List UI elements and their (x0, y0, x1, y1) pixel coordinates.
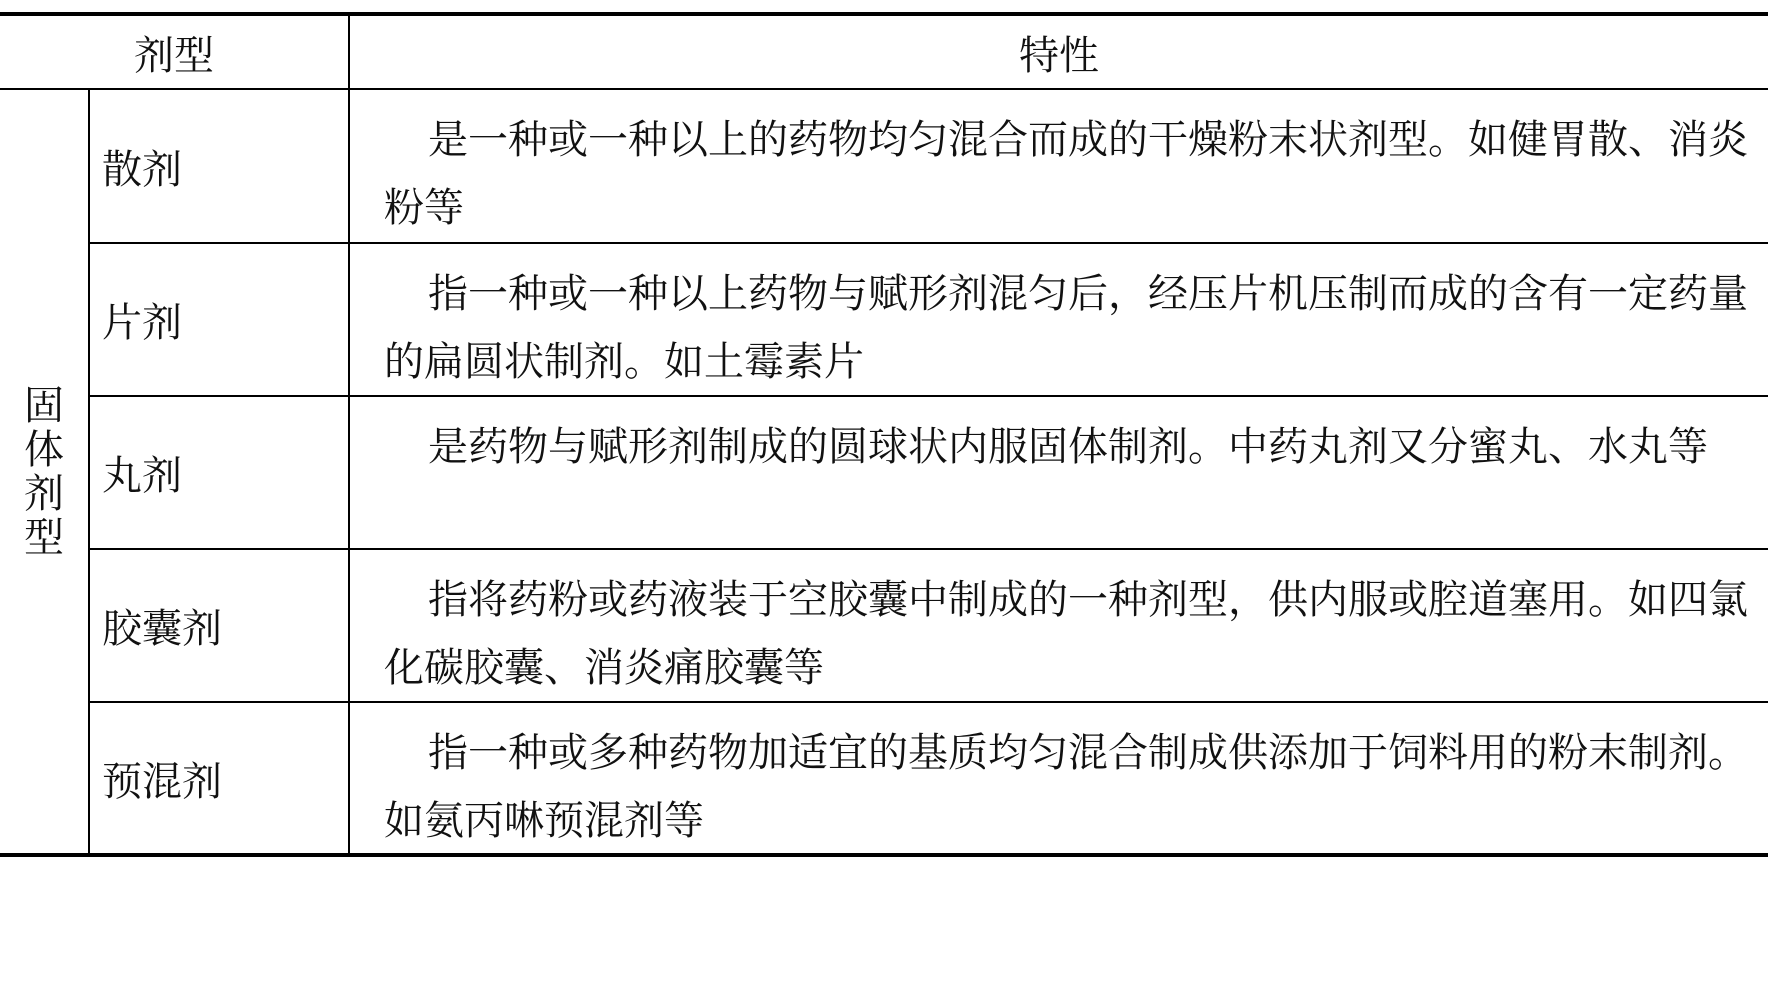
group-label: 固 体 剂 型 (24, 382, 64, 561)
dosage-form-table: 剂型 特性 固 体 剂 型 散剂 是一种或一种以上的药物均匀混合而成的干燥粉末状剂型。如健胃散、消炎粉等 片剂 指一种或一种以上药物与赋形剂混匀后，经压片机压制而成的含有一定药量的扁圆状制剂。如土霉素片 丸剂 是药物与赋形剂制成的圆球状内服固体制剂。中药丸剂又分蜜丸、水丸等 胶囊剂 指将药粉或药液装于空胶囊中制成的一种剂型，供内服或腔道塞用。如四氯化碳胶囊、消炎痛胶囊等 预混剂 指一种或多种药物加适宜的基质均匀混合制成供添加于饲料用的粉末制剂。如氨丙啉预混剂等 (0, 12, 1768, 962)
header-property: 特性 (1019, 32, 1099, 79)
header-dosage-form: 剂型 (134, 32, 214, 79)
